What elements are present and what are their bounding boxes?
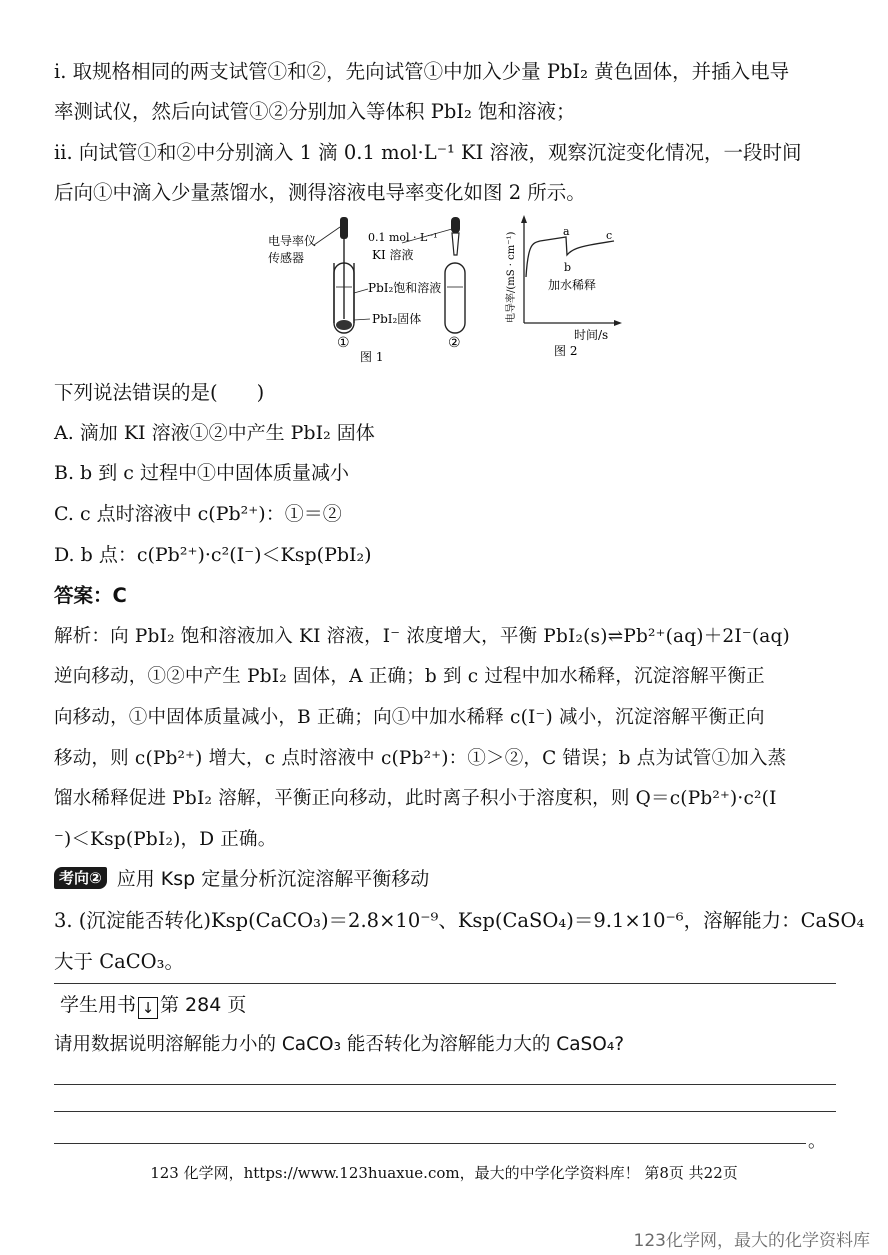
figure-2 <box>490 215 630 365</box>
section-heading <box>54 864 429 891</box>
option-d: D. b 点：c(Pb²⁺)·c²(I⁻)＜Ksp(PbI₂) <box>54 544 372 566</box>
pbi2-solid-deposit <box>336 320 352 330</box>
tube-2-label: ② <box>448 335 461 351</box>
step-ii-line2: 后向①中滴入少量蒸馏水，测得溶液电导率变化如图 2 所示。 <box>54 181 586 204</box>
annotation-dilution: 加水稀释 <box>548 278 597 292</box>
section-title: 应用 Ksp 定量分析沉淀溶解平衡移动 <box>116 868 430 890</box>
divider <box>54 983 836 984</box>
student-book-label: 学生用书 <box>60 994 137 1016</box>
question-stem: 下列说法错误的是( ) <box>54 381 265 404</box>
figure-1 <box>262 215 482 365</box>
down-arrow-icon: ↓ <box>138 997 158 1019</box>
step-i-line2: 率测试仪，然后向试管①②分别加入等体积 PbI₂ 饱和溶液； <box>54 100 576 123</box>
option-a: A. 滴加 KI 溶液①②中产生 PbI₂ 固体 <box>54 422 375 444</box>
page-footer: 123 化学网，https://www.123huaxue.com，最大的中学化学资料库！ 第8页 共22页 <box>150 1164 738 1182</box>
tube-1-label: ① <box>337 335 350 351</box>
figure-2-caption: 图 2 <box>554 344 578 358</box>
analysis-line6: ⁻)＜Ksp(PbI₂)，D 正确。 <box>54 829 277 850</box>
q3-line2: 大于 CaCO₃。 <box>54 950 184 973</box>
point-c-label: c <box>606 229 613 242</box>
conductivity-sensor <box>340 217 348 239</box>
answer-line-1[interactable] <box>54 1084 836 1085</box>
answer-end-mark: 。 <box>808 1131 826 1152</box>
figure-1-caption: 图 1 <box>360 350 384 364</box>
answer-line-3[interactable] <box>54 1143 806 1144</box>
x-axis-label: 时间/s <box>574 328 609 342</box>
dropper-bulb <box>451 217 460 233</box>
watermark: 123化学网，最大的化学资料库 <box>633 1231 870 1251</box>
option-c: C. c 点时溶液中 c(Pb²⁺)：①＝② <box>54 503 342 525</box>
option-b: B. b 到 c 过程中①中固体质量减小 <box>54 462 349 484</box>
analysis-line2: 逆向移动，①②中产生 PbI₂ 固体，A 正确；b 到 c 过程中加水稀释，沉淀溶解平衡正 <box>54 666 765 687</box>
prompt: 请用数据说明溶解能力小的 CaCO₃ 能否转化为溶解能力大的 CaSO₄? <box>54 1034 625 1055</box>
step-i-line1: i. 取规格相同的两支试管①和②，先向试管①中加入少量 PbI₂ 黄色固体，并插入电导 <box>54 60 790 83</box>
label-saturated-solution: PbI₂饱和溶液 <box>368 281 442 295</box>
answer-line-2[interactable] <box>54 1111 836 1112</box>
analysis-line5: 馏水稀释促进 PbI₂ 溶解，平衡正向移动，此时离子积小于溶度积，则 Q＝c(Pb²⁺)·c²(I <box>54 788 777 809</box>
analysis-line1: 解析：向 PbI₂ 饱和溶液加入 KI 溶液，I⁻ 浓度增大，平衡 PbI₂(s)⇌Pb²⁺(aq)＋2I⁻(aq) <box>54 626 790 647</box>
answer: 答案：C <box>54 584 127 607</box>
test-tube-2 <box>445 263 465 333</box>
section-badge: 考向② <box>54 867 107 889</box>
y-axis-label: 电导率/(mS · cm⁻¹) <box>506 231 517 323</box>
step-ii-line1: ii. 向试管①和②中分别滴入 1 滴 0.1 mol·L⁻¹ KI 溶液，观察沉淀变化情况，一段时间 <box>54 141 802 164</box>
point-b-label: b <box>564 261 572 274</box>
q3-line1: 3. (沉淀能否转化)Ksp(CaCO₃)＝2.8×10⁻⁹、Ksp(CaSO₄)＝9.1×10⁻⁶，溶解能力：CaSO₄ <box>54 909 865 932</box>
label-ki-concentration: 0.1 mol · L⁻¹ <box>368 231 438 244</box>
label-pbi2-solid: PbI₂固体 <box>372 312 422 326</box>
analysis-line3: 向移动，①中固体质量减小，B 正确；向①中加水稀释 c(I⁻) 减小，沉淀溶解平衡正向 <box>54 707 765 728</box>
student-book-page: 第 284 页 <box>160 994 247 1016</box>
analysis-line4: 移动，则 c(Pb²⁺) 增大，c 点时溶液中 c(Pb²⁺)：①＞②，C 错误；b 点为试管①加入蒸 <box>54 748 787 769</box>
label-sensor-line1: 电导率仪 <box>268 234 317 248</box>
student-book-ref <box>60 990 246 1019</box>
label-ki-solution: KI 溶液 <box>372 248 414 262</box>
label-sensor-line2: 传感器 <box>268 251 305 265</box>
point-a-label: a <box>563 225 570 238</box>
